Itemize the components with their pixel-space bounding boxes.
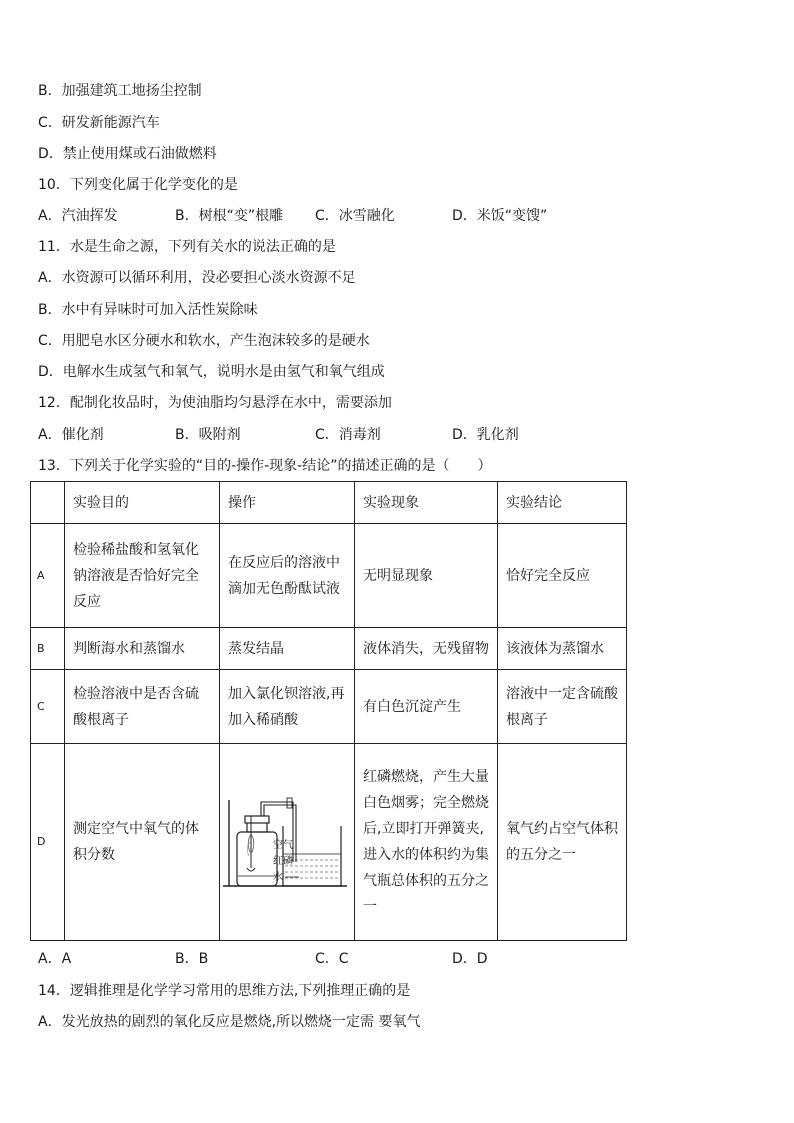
cell-operation: 在反应后的溶液中滴加无色酚酞试液 [220,524,355,628]
q13-option-a: A．A [38,951,72,967]
q13-options [38,949,598,969]
q10-option-d: D．米饭“变馊” [452,208,548,224]
table-header-row [31,482,627,524]
header-phenomenon: 实验现象 [355,482,498,524]
label-red-phosphorus: 红磷 [273,856,293,867]
table-row [31,524,627,628]
cell-phenomenon: 红磷燃烧，产生大量白色烟雾；完全燃烧后,立即打开弹簧夹,进入水的体积约为集气瓶总体积的五分之一 [355,744,498,941]
table-row [31,744,627,941]
q11-option-a: A．水资源可以循环利用，没必要担心淡水资源不足 [38,270,356,286]
cell-operation: 蒸发结晶 [220,628,355,670]
row-label: D [31,744,65,941]
label-water: 水 [273,872,283,883]
cell-phenomenon: 无明显现象 [355,524,498,628]
q12-option-a: A．催化剂 [38,427,104,443]
oxygen-apparatus-diagram [223,782,351,902]
header-operation: 操作 [220,482,355,524]
q14-stem: 14．逻辑推理是化学学习常用的思维方法,下列推理正确的是 [38,983,411,999]
header-purpose: 实验目的 [65,482,220,524]
cell-purpose: 判断海水和蒸馏水 [65,628,220,670]
header-conclusion: 实验结论 [498,482,627,524]
table-row [31,628,627,670]
cell-phenomenon: 液体消失，无残留物 [355,628,498,670]
cell-purpose: 测定空气中氧气的体积分数 [65,744,220,941]
q13-option-b: B．B [175,951,209,967]
table-row [31,670,627,744]
cell-operation-apparatus [220,744,355,941]
q10-option-b: B．树根“变”根雕 [175,208,284,224]
q9-option-c: C．研发新能源汽车 [38,115,160,131]
q12-stem: 12．配制化妆品时，为使油脂均匀悬浮在水中，需要添加 [38,395,392,411]
q12-options [38,425,598,445]
row-label: C [31,670,65,744]
q12-option-b: B．吸附剂 [175,427,241,443]
q11-stem: 11．水是生命之源，下列有关水的说法正确的是 [38,239,336,255]
q12-option-c: C．消毒剂 [315,427,381,443]
cell-conclusion: 该液体为蒸馏水 [498,628,627,670]
q14-option-a: A．发光放热的剧烈的氧化反应是燃烧,所以燃烧一定需 要氧气 [38,1014,421,1030]
cell-conclusion: 氧气约占空气体积的五分之一 [498,744,627,941]
experiment-table [30,481,627,941]
cell-conclusion: 溶液中一定含硫酸根离子 [498,670,627,744]
q10-stem: 10．下列变化属于化学变化的是 [38,177,238,193]
q12-option-d: D．乳化剂 [452,427,519,443]
cell-phenomenon: 有白色沉淀产生 [355,670,498,744]
cell-purpose: 检验溶液中是否含硫酸根离子 [65,670,220,744]
q11-option-b: B．水中有异味时可加入活性炭除味 [38,302,258,318]
q13-option-c: C．C [315,951,349,967]
q10-options [38,206,598,226]
q13-stem: 13．下列关于化学实验的“目的-操作-现象-结论”的描述正确的是（ ） [38,458,492,474]
q10-option-a: A．汽油挥发 [38,208,118,224]
q10-option-c: C．冰雪融化 [315,208,395,224]
cell-purpose: 检验稀盐酸和氢氧化钠溶液是否恰好完全反应 [65,524,220,628]
row-label: A [31,524,65,628]
cell-operation: 加入氯化钡溶液,再加入稀硝酸 [220,670,355,744]
q9-option-b: B．加强建筑工地扬尘控制 [38,83,202,99]
q9-option-d: D．禁止使用煤或石油做燃料 [38,146,217,162]
q13-option-d: D．D [452,951,488,967]
cell-conclusion: 恰好完全反应 [498,524,627,628]
label-air: 空气 [273,840,293,851]
q11-option-c: C．用肥皂水区分硬水和软水，产生泡沫较多的是硬水 [38,333,370,349]
header-blank [31,482,65,524]
q11-option-d: D．电解水生成氢气和氧气，说明水是由氢气和氧气组成 [38,364,385,380]
row-label: B [31,628,65,670]
